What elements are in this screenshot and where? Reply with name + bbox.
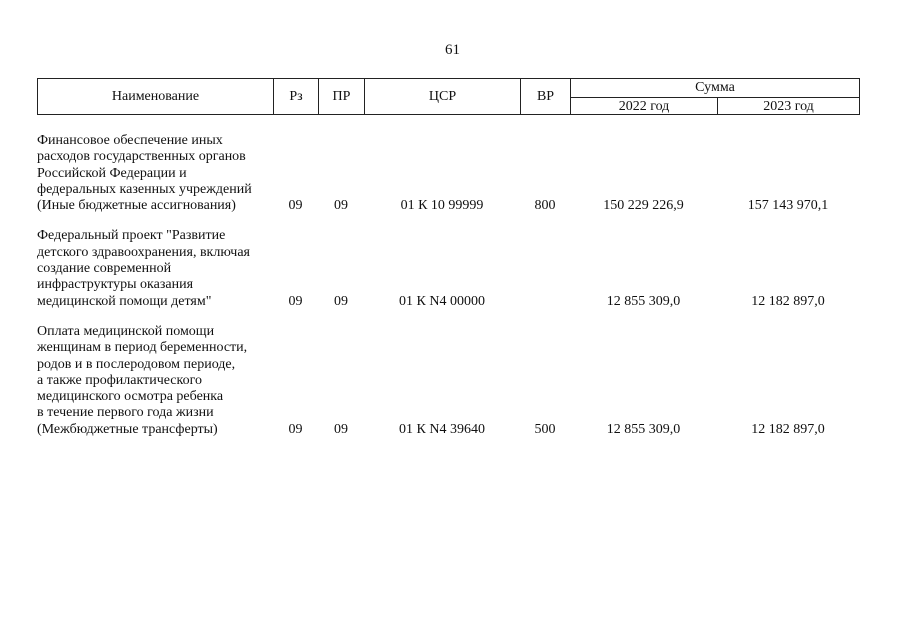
row-rz: 09 — [288, 198, 303, 214]
row-name: Оплата медицинской помощи женщинам в период беременности, родов и в послеродовом периоде, а также профилактического медицинского осмотра ребенка в течение первого года жизни (Межбюджетные трансферты) — [37, 323, 248, 437]
page-number: 61 — [445, 42, 460, 58]
row-csr: 01 К 10 99999 — [400, 198, 484, 214]
row-csr: 01 К N4 39640 — [399, 421, 485, 437]
header-name: Наименование — [38, 79, 274, 115]
row-pr: 09 — [334, 198, 348, 214]
table-row — [37, 324, 859, 438]
header-csr: ЦСР — [365, 79, 521, 115]
row-rz: 09 — [288, 293, 303, 309]
row-name: Финансовое обеспечение иных расходов государственных органов Российской Федерации и федеральных казенных учреждений (Иные бюджетные ассигнования) — [37, 133, 252, 214]
row-vr: 800 — [534, 198, 556, 214]
header-year-2023: 2023 год — [718, 98, 860, 115]
header-vr: ВР — [521, 79, 571, 115]
row-name: Федеральный проект "Развитие детского здравоохранения, включая создание современной инфраструктуры оказания медицинской помощи детям" — [37, 228, 250, 309]
table-row — [37, 228, 859, 309]
table-row — [37, 133, 859, 214]
header-rz: Рз — [274, 79, 319, 115]
row-sum-2023: 157 143 970,1 — [747, 198, 829, 214]
row-rz: 09 — [288, 421, 303, 437]
row-sum-2023: 12 182 897,0 — [751, 421, 825, 437]
header-pr: ПР — [319, 79, 365, 115]
row-csr: 01 К N4 00000 — [399, 293, 485, 309]
row-sum-2022: 12 855 309,0 — [606, 293, 681, 309]
row-pr: 09 — [334, 293, 348, 309]
header-sum: Сумма — [571, 79, 860, 98]
row-sum-2022: 150 229 226,9 — [603, 198, 684, 214]
table-body — [37, 133, 859, 438]
row-sum-2022: 12 855 309,0 — [606, 421, 681, 437]
row-sum-2023: 12 182 897,0 — [751, 293, 825, 309]
row-pr: 09 — [334, 421, 348, 437]
table-header — [37, 78, 860, 115]
row-vr: 500 — [534, 421, 556, 437]
header-year-2022: 2022 год — [571, 98, 718, 115]
